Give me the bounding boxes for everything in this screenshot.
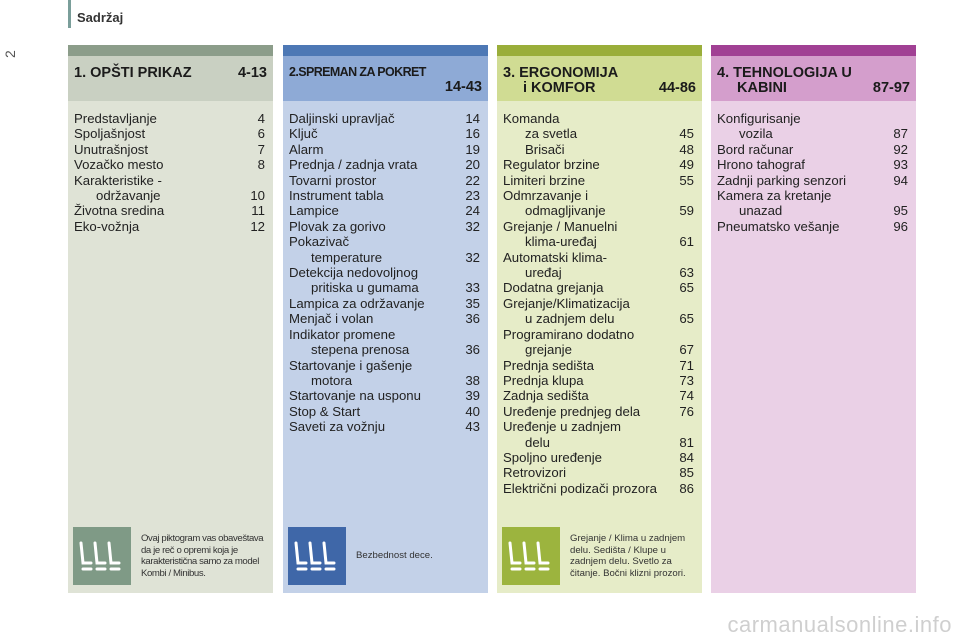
toc-entry[interactable] (717, 188, 908, 203)
toc-entry[interactable] (289, 157, 480, 172)
watermark-url: carmanualsonline.info (727, 612, 952, 637)
toc-entry-page: 76 (679, 403, 694, 419)
toc-entry-page: 48 (679, 141, 694, 157)
toc-entry[interactable] (289, 219, 480, 234)
toc-entry[interactable] (289, 203, 480, 218)
toc-entry[interactable] (289, 388, 480, 403)
toc-entry[interactable] (503, 404, 694, 419)
section-title-line2: KABINI (737, 80, 787, 96)
toc-entry[interactable] (503, 419, 694, 434)
toc-entry[interactable] (503, 234, 694, 249)
toc-entry-page: 35 (465, 295, 480, 311)
toc-entry[interactable] (289, 111, 480, 126)
toc-entry[interactable] (289, 173, 480, 188)
toc-entry-title: Indikator promene (289, 326, 396, 342)
toc-entry-title: Saveti za vožnju (289, 419, 386, 435)
toc-entry[interactable] (503, 481, 694, 496)
toc-entry-page: 24 (465, 203, 480, 219)
toc-entry-title: Detekcija nedovoljnog (289, 265, 419, 281)
toc-entry[interactable] (503, 465, 694, 480)
toc-entry-title: Karakteristike - (74, 172, 162, 188)
section-note-text: Ovaj piktogram vas obaveštava da je reč o opremi koja je karakteristična samo za model Kombi / Minibus. (141, 533, 264, 579)
rear-seats-icon (502, 527, 560, 585)
toc-entry[interactable] (717, 126, 908, 141)
toc-entry[interactable] (503, 311, 694, 326)
toc-entry-page: 19 (465, 141, 480, 157)
toc-entry-title: stepena prenosa (311, 342, 410, 358)
toc-entry[interactable] (289, 373, 480, 388)
toc-entry[interactable] (289, 296, 480, 311)
section-title: 2.SPREMAN ZA POKRET (289, 65, 426, 79)
toc-entry[interactable] (717, 157, 908, 172)
toc-entry-title: Hrono tahograf (717, 157, 805, 173)
toc-entry-title: Eko-vožnja (74, 218, 140, 234)
toc-entry-page: 63 (679, 265, 694, 281)
toc-entry[interactable] (503, 111, 694, 126)
toc-entry-page: 36 (465, 311, 480, 327)
toc-entry-page: 59 (679, 203, 694, 219)
toc-entry-page: 32 (465, 218, 480, 234)
toc-entry-page: 95 (893, 203, 908, 219)
toc-entry[interactable] (289, 358, 480, 373)
toc-entry[interactable] (503, 435, 694, 450)
toc-entry[interactable] (503, 250, 694, 265)
toc-entry-page: 65 (679, 311, 694, 327)
toc-entry-title: Automatski klima- (503, 249, 608, 265)
toc-entry-title: Prednja sedišta (503, 357, 594, 373)
toc-entry-title: Kamera za kretanje (717, 188, 832, 204)
toc-entry-page: 55 (679, 172, 694, 188)
toc-entry[interactable] (717, 142, 908, 157)
toc-entry-page: 71 (679, 357, 694, 373)
toc-list (283, 101, 488, 435)
toc-entry-title: vozila (739, 126, 773, 142)
section-note-text: Bezbednost dece. (356, 550, 433, 562)
toc-entry-page: 16 (465, 126, 480, 142)
toc-entry-title: motora (311, 372, 353, 388)
toc-entry[interactable] (289, 126, 480, 141)
section-note (73, 527, 269, 585)
section-page-range: 4-13 (237, 65, 267, 81)
toc-entry[interactable] (74, 157, 265, 172)
section-header (497, 56, 702, 101)
toc-entry[interactable] (74, 142, 265, 157)
section-header (283, 56, 488, 101)
section-page-range: 44-86 (658, 80, 696, 96)
toc-entry-page: 36 (465, 342, 480, 358)
toc-entry-title: unazad (739, 203, 783, 219)
toc-entry-title: odmagljivanje (525, 203, 606, 219)
section-note-text: Grejanje / Klima u zadnjem delu. Sedišta / Klupe u zadnjem delu. Svetlo za čitanje. Bočni klizni prozori. (570, 533, 686, 579)
toc-entry-title: klima-uređaj (525, 234, 597, 250)
toc-entry-title: Odmrzavanje i (503, 188, 589, 204)
toc-entry-page: 45 (679, 126, 694, 142)
section-spreman-za-pokret (283, 45, 488, 593)
toc-list (68, 101, 273, 234)
toc-entry[interactable] (503, 296, 694, 311)
toc-entry-title: Komanda (503, 111, 560, 126)
section-color-bar (68, 45, 273, 56)
toc-entry-page: 85 (679, 465, 694, 481)
section-page-range: 14-43 (444, 79, 482, 95)
toc-entry-page: 43 (465, 419, 480, 435)
section-header (68, 56, 273, 101)
toc-entry[interactable] (74, 219, 265, 234)
toc-entry-title: Zadnja sedišta (503, 388, 589, 404)
toc-entry-page: 39 (465, 388, 480, 404)
toc-list (497, 101, 702, 496)
toc-entry-page: 7 (257, 141, 265, 157)
section-opsti-prikaz (68, 45, 273, 593)
toc-entry[interactable] (503, 219, 694, 234)
toc-entry[interactable] (503, 327, 694, 342)
toc-entry-page: 96 (893, 218, 908, 234)
toc-entry[interactable] (289, 311, 480, 326)
toc-entry-page: 81 (679, 434, 694, 450)
section-tehnologija-kabini (711, 45, 916, 593)
toc-entry-title: Ključ (289, 126, 318, 142)
section-note (502, 527, 698, 585)
chapter-marker-line (68, 0, 71, 28)
toc-entry[interactable] (503, 157, 694, 172)
toc-entry-page: 49 (679, 157, 694, 173)
toc-entry-title: Dodatna grejanja (503, 280, 604, 296)
section-title: 1. OPŠTI PRIKAZ (74, 65, 192, 81)
toc-entry-title: Lampice (289, 203, 339, 219)
child-seats-icon (288, 527, 346, 585)
toc-entry-page: 87 (893, 126, 908, 142)
toc-entry-title: Konfigurisanje (717, 111, 801, 126)
toc-entry-title: Lampica za održavanje (289, 295, 425, 311)
toc-entry[interactable] (289, 188, 480, 203)
toc-entry-page: 22 (465, 172, 480, 188)
toc-entry-title: Pneumatsko vešanje (717, 218, 840, 234)
toc-entry-title: Plovak za gorivo (289, 218, 386, 234)
toc-entry[interactable] (289, 234, 480, 249)
toc-entry[interactable] (503, 126, 694, 141)
toc-entry-title: Pokazivač (289, 234, 350, 250)
toc-entry[interactable] (717, 111, 908, 126)
toc-entry[interactable] (717, 173, 908, 188)
toc-entry[interactable] (74, 126, 265, 141)
toc-entry[interactable] (74, 188, 265, 203)
toc-entry-title: Regulator brzine (503, 157, 600, 173)
toc-entry[interactable] (503, 173, 694, 188)
toc-entry-title: Unutrašnjost (74, 141, 149, 157)
toc-entry-title: Limiteri brzine (503, 172, 586, 188)
toc-entry-title: Grejanje/Klimatizacija (503, 295, 630, 311)
toc-entry[interactable] (503, 188, 694, 203)
toc-entry-page: 12 (250, 218, 265, 234)
toc-entry-page: 23 (465, 188, 480, 204)
section-note (288, 527, 466, 585)
section-page-range: 87-97 (872, 80, 910, 96)
page-number: 2 (2, 50, 18, 58)
toc-entry-title: Električni podizači prozora (503, 480, 657, 496)
toc-entry[interactable] (503, 388, 694, 403)
toc-entry-title: Programirano dodatno (503, 326, 635, 342)
toc-entry-title: grejanje (525, 342, 572, 358)
toc-entry-title: pritiska u gumama (311, 280, 419, 296)
toc-entry-title: Brisači (525, 141, 565, 157)
toc-entry-page: 10 (250, 188, 265, 204)
toc-entry-title: Vozačko mesto (74, 157, 164, 173)
toc-entry-page: 74 (679, 388, 694, 404)
toc-entry[interactable] (503, 203, 694, 218)
toc-entry[interactable] (289, 404, 480, 419)
toc-entry[interactable] (289, 265, 480, 280)
toc-entry[interactable] (74, 173, 265, 188)
toc-entry[interactable] (503, 450, 694, 465)
section-color-bar (711, 45, 916, 56)
section-color-bar (283, 45, 488, 56)
toc-entry-page: 93 (893, 157, 908, 173)
section-header (711, 56, 916, 101)
toc-entry-title: Spoljno uređenje (503, 449, 602, 465)
toc-entry-title: održavanje (96, 188, 161, 204)
toc-entry-title: Prednja klupa (503, 372, 584, 388)
section-color-bar (497, 45, 702, 56)
toc-entry-title: Grejanje / Manuelni (503, 218, 618, 234)
toc-entry[interactable] (289, 419, 480, 434)
toc-entry-page: 6 (257, 126, 265, 142)
toc-entry-title: za svetla (525, 126, 578, 142)
toc-entry-page: 40 (465, 403, 480, 419)
toc-entry-title: Predstavljanje (74, 111, 157, 126)
toc-entry[interactable] (503, 358, 694, 373)
toc-entry[interactable] (503, 280, 694, 295)
toc-entry-page: 86 (679, 480, 694, 496)
toc-entry-page: 84 (679, 449, 694, 465)
toc-entry-page: 61 (679, 234, 694, 250)
toc-entry-title: Zadnji parking senzori (717, 172, 847, 188)
toc-entry-title: Startovanje na usponu (289, 388, 421, 404)
toc-entry-title: Bord računar (717, 141, 794, 157)
section-title-line2: i KOMFOR (523, 80, 596, 96)
toc-entry-page: 92 (893, 141, 908, 157)
toc-entry-title: Tovarni prostor (289, 172, 377, 188)
toc-entry-title: temperature (311, 249, 383, 265)
toc-entry-page: 11 (251, 203, 265, 219)
toc-entry-title: delu (525, 434, 550, 450)
toc-entry-title: uređaj (525, 265, 562, 281)
toc-entry[interactable] (74, 111, 265, 126)
section-ergonomija-komfor (497, 45, 702, 593)
toc-list (711, 101, 916, 234)
toc-entry-title: Retrovizori (503, 465, 567, 481)
toc-entry[interactable] (503, 265, 694, 280)
toc-entry-title: Alarm (289, 141, 324, 157)
toc-entry[interactable] (289, 342, 480, 357)
toc-entry[interactable] (503, 142, 694, 157)
toc-entry-title: Životna sredina (74, 203, 165, 219)
toc-entry-page: 67 (679, 342, 694, 358)
section-title: 4. TEHNOLOGIJA U (717, 65, 852, 81)
toc-entry[interactable] (717, 219, 908, 234)
chapter-title: Sadržaj (77, 10, 124, 25)
toc-entry-page: 38 (465, 372, 480, 388)
toc-entry[interactable] (289, 250, 480, 265)
toc-entry-title: Instrument tabla (289, 188, 384, 204)
toc-entry[interactable] (717, 203, 908, 218)
toc-entry-title: Uređenje u zadnjem (503, 419, 622, 435)
toc-entry-page: 14 (465, 111, 480, 126)
toc-entry-page: 33 (465, 280, 480, 296)
minibus-seats-icon (73, 527, 131, 585)
toc-entry[interactable] (289, 280, 480, 295)
toc-entry-page: 20 (465, 157, 480, 173)
toc-entry-page: 8 (257, 157, 265, 173)
toc-entry[interactable] (289, 142, 480, 157)
toc-entry[interactable] (503, 373, 694, 388)
toc-entry-title: Prednja / zadnja vrata (289, 157, 418, 173)
toc-entry-page: 4 (257, 111, 265, 126)
toc-entry[interactable] (503, 342, 694, 357)
toc-entry-title: Stop & Start (289, 403, 361, 419)
toc-entry-page: 65 (679, 280, 694, 296)
section-title: 3. ERGONOMIJA (503, 65, 619, 81)
toc-entry-title: u zadnjem delu (525, 311, 615, 327)
toc-entry-page: 73 (679, 372, 694, 388)
toc-entry-title: Uređenje prednjeg dela (503, 403, 641, 419)
toc-entry-page: 94 (893, 172, 908, 188)
toc-entry-title: Startovanje i gašenje (289, 357, 413, 373)
toc-entry-page: 32 (465, 249, 480, 265)
toc-entry-title: Spoljašnjost (74, 126, 146, 142)
toc-entry[interactable] (289, 327, 480, 342)
toc-entry[interactable] (74, 203, 265, 218)
toc-entry-title: Menjač i volan (289, 311, 374, 327)
toc-entry-title: Daljinski upravljač (289, 111, 395, 126)
